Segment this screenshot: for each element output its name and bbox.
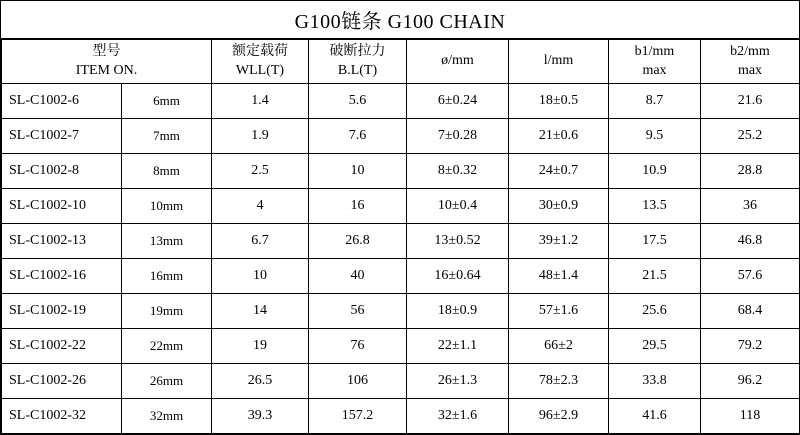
cell-diameter: 26±1.3 xyxy=(407,364,509,399)
cell-bl: 26.8 xyxy=(309,224,407,259)
cell-length: 96±2.9 xyxy=(509,399,609,434)
cell-b1: 9.5 xyxy=(609,119,701,154)
table-row xyxy=(2,154,800,189)
cell-b2: 46.8 xyxy=(701,224,800,259)
cell-size: 8mm xyxy=(122,154,212,189)
cell-size: 26mm xyxy=(122,364,212,399)
column-header-length xyxy=(509,40,609,84)
cell-diameter: 32±1.6 xyxy=(407,399,509,434)
table-row xyxy=(2,259,800,294)
cell-b1: 41.6 xyxy=(609,399,701,434)
cell-model: SL-C1002-16 xyxy=(2,259,122,294)
header-row xyxy=(2,40,800,84)
cell-length: 66±2 xyxy=(509,329,609,364)
page-title: G100链条 G100 CHAIN xyxy=(294,11,506,33)
cell-model: SL-C1002-8 xyxy=(2,154,122,189)
table-row xyxy=(2,189,800,224)
column-header-wll-line1: 额定载荷 xyxy=(232,43,288,59)
cell-model: SL-C1002-19 xyxy=(2,294,122,329)
cell-bl: 106 xyxy=(309,364,407,399)
cell-wll: 4 xyxy=(212,189,309,224)
column-header-model xyxy=(2,40,212,84)
cell-size: 10mm xyxy=(122,189,212,224)
cell-length: 57±1.6 xyxy=(509,294,609,329)
cell-bl: 10 xyxy=(309,154,407,189)
table-title-row xyxy=(1,1,799,39)
cell-b2: 68.4 xyxy=(701,294,800,329)
column-header-wll xyxy=(212,40,309,84)
cell-diameter: 7±0.28 xyxy=(407,119,509,154)
cell-b1: 17.5 xyxy=(609,224,701,259)
cell-b1: 25.6 xyxy=(609,294,701,329)
cell-wll: 14 xyxy=(212,294,309,329)
column-header-wll-line2: WLL(T) xyxy=(235,62,285,78)
cell-b1: 10.9 xyxy=(609,154,701,189)
column-header-b1 xyxy=(609,40,701,84)
cell-b1: 29.5 xyxy=(609,329,701,364)
cell-size: 22mm xyxy=(122,329,212,364)
cell-length: 21±0.6 xyxy=(509,119,609,154)
cell-length: 78±2.3 xyxy=(509,364,609,399)
cell-b1: 13.5 xyxy=(609,189,701,224)
table-row xyxy=(2,119,800,154)
cell-b2: 118 xyxy=(701,399,800,434)
table-row xyxy=(2,84,800,119)
column-header-model-line2: ITEM ON. xyxy=(75,62,138,78)
column-header-b2-line2: max xyxy=(737,62,763,78)
column-header-model-line1: 型号 xyxy=(92,43,121,59)
cell-wll: 1.4 xyxy=(212,84,309,119)
cell-bl: 76 xyxy=(309,329,407,364)
cell-length: 30±0.9 xyxy=(509,189,609,224)
cell-b1: 8.7 xyxy=(609,84,701,119)
column-header-bl-line1: 破断拉力 xyxy=(329,43,386,59)
cell-wll: 10 xyxy=(212,259,309,294)
cell-bl: 7.6 xyxy=(309,119,407,154)
cell-model: SL-C1002-7 xyxy=(2,119,122,154)
column-header-bl xyxy=(309,40,407,84)
chain-spec-table xyxy=(1,39,800,434)
cell-model: SL-C1002-10 xyxy=(2,189,122,224)
cell-size: 13mm xyxy=(122,224,212,259)
cell-wll: 26.5 xyxy=(212,364,309,399)
column-header-b1-line1: b1/mm xyxy=(634,43,675,59)
cell-size: 19mm xyxy=(122,294,212,329)
cell-size: 6mm xyxy=(122,84,212,119)
cell-bl: 40 xyxy=(309,259,407,294)
cell-bl: 5.6 xyxy=(309,84,407,119)
column-header-b1-line2: max xyxy=(642,62,667,78)
cell-bl: 16 xyxy=(309,189,407,224)
column-header-b2 xyxy=(701,40,800,84)
cell-diameter: 18±0.9 xyxy=(407,294,509,329)
table-header xyxy=(2,40,800,84)
table-row xyxy=(2,399,800,434)
cell-diameter: 16±0.64 xyxy=(407,259,509,294)
cell-diameter: 6±0.24 xyxy=(407,84,509,119)
table-row xyxy=(2,364,800,399)
table-row xyxy=(2,294,800,329)
cell-length: 39±1.2 xyxy=(509,224,609,259)
cell-b1: 33.8 xyxy=(609,364,701,399)
cell-diameter: 10±0.4 xyxy=(407,189,509,224)
column-header-diameter xyxy=(407,40,509,84)
cell-model: SL-C1002-32 xyxy=(2,399,122,434)
cell-wll: 1.9 xyxy=(212,119,309,154)
cell-b2: 79.2 xyxy=(701,329,800,364)
cell-b1: 21.5 xyxy=(609,259,701,294)
cell-length: 24±0.7 xyxy=(509,154,609,189)
column-header-b2-line1: b2/mm xyxy=(730,43,770,59)
cell-wll: 19 xyxy=(212,329,309,364)
cell-wll: 39.3 xyxy=(212,399,309,434)
cell-bl: 56 xyxy=(309,294,407,329)
cell-model: SL-C1002-6 xyxy=(2,84,122,119)
column-header-bl-line2: B.L(T) xyxy=(337,62,378,78)
cell-b2: 57.6 xyxy=(701,259,800,294)
cell-diameter: 13±0.52 xyxy=(407,224,509,259)
cell-model: SL-C1002-26 xyxy=(2,364,122,399)
table-row xyxy=(2,329,800,364)
column-header-length-line1: l/mm xyxy=(543,53,574,69)
cell-model: SL-C1002-13 xyxy=(2,224,122,259)
cell-wll: 2.5 xyxy=(212,154,309,189)
cell-diameter: 8±0.32 xyxy=(407,154,509,189)
cell-b2: 96.2 xyxy=(701,364,800,399)
cell-wll: 6.7 xyxy=(212,224,309,259)
cell-model: SL-C1002-22 xyxy=(2,329,122,364)
cell-length: 48±1.4 xyxy=(509,259,609,294)
cell-size: 16mm xyxy=(122,259,212,294)
cell-diameter: 22±1.1 xyxy=(407,329,509,364)
cell-size: 32mm xyxy=(122,399,212,434)
cell-b2: 21.6 xyxy=(701,84,800,119)
table-body xyxy=(2,84,800,434)
cell-b2: 36 xyxy=(701,189,800,224)
cell-b2: 25.2 xyxy=(701,119,800,154)
cell-bl: 157.2 xyxy=(309,399,407,434)
column-header-diameter-line1: ø/mm xyxy=(441,53,474,69)
cell-b2: 28.8 xyxy=(701,154,800,189)
table-row xyxy=(2,224,800,259)
cell-size: 7mm xyxy=(122,119,212,154)
cell-length: 18±0.5 xyxy=(509,84,609,119)
